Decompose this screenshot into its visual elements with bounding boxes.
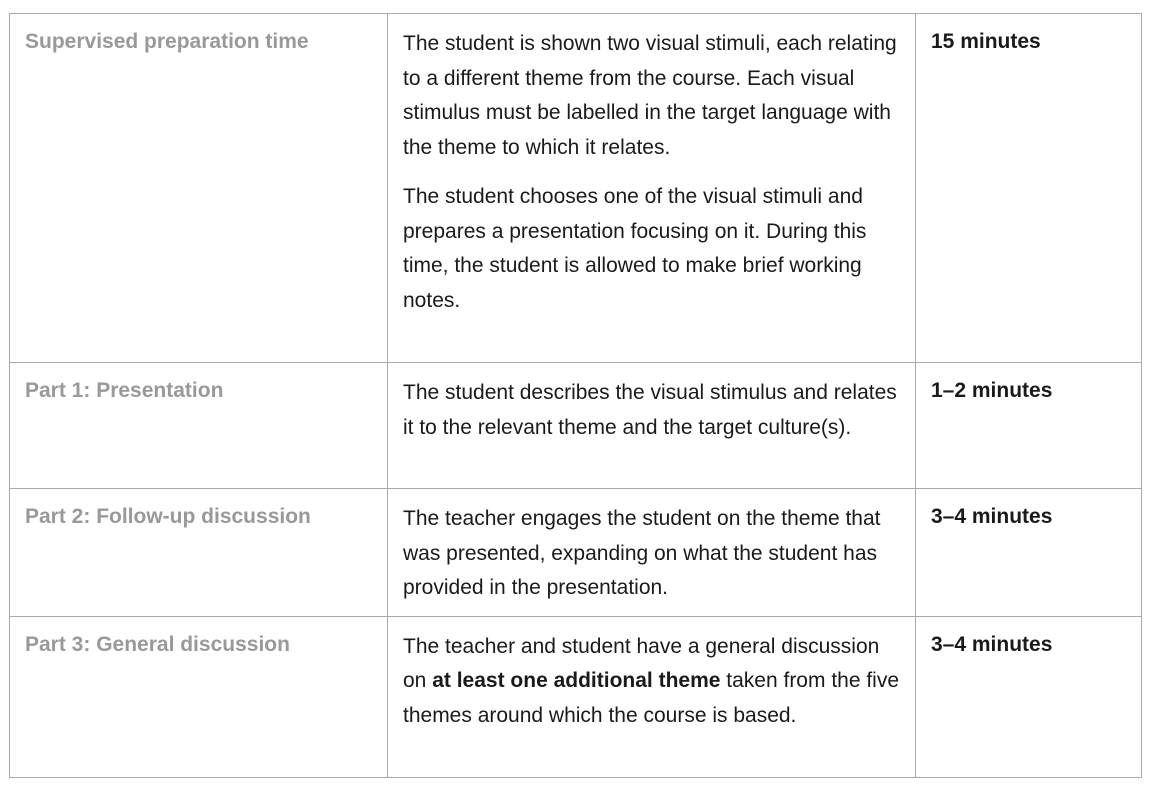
description-paragraph: The student is shown two visual stimuli, each relating to a different theme from the course. Each visual stimulus must be labelled in the target language with the theme to which it relates. [403, 32, 897, 159]
description-paragraph [403, 630, 901, 734]
stage-description [388, 14, 916, 363]
stage-description [388, 363, 916, 489]
stage-duration: 15 minutes [916, 14, 1142, 363]
assessment-structure-table [9, 13, 1142, 778]
description-paragraph: The student chooses one of the visual stimuli and prepares a presentation focusing on it. During this time, the student is allowed to make brief working notes. [403, 185, 867, 312]
table-row-general-discussion [10, 616, 1142, 777]
description-text: taken from the five themes around which the course is based. [403, 669, 900, 727]
table-row-supervised-preparation [10, 14, 1142, 363]
stage-label: Part 2: Follow-up discussion [10, 489, 388, 617]
stage-label: Part 3: General discussion [10, 616, 388, 777]
description-paragraph: The student describes the visual stimulus and relates it to the relevant theme and the target culture(s). [403, 381, 897, 439]
table-row-presentation [10, 363, 1142, 489]
description-emphasis: at least one additional theme [432, 669, 721, 692]
stage-duration: 1–2 minutes [916, 363, 1142, 489]
table-row-follow-up-discussion [10, 489, 1142, 617]
stage-description [388, 489, 916, 617]
stage-description [388, 616, 916, 777]
stage-duration: 3–4 minutes [916, 489, 1142, 617]
stage-label: Part 1: Presentation [10, 363, 388, 489]
description-paragraph: The teacher engages the student on the theme that was presented, expanding on what the student has provided in the presentation. [403, 507, 881, 599]
stage-duration: 3–4 minutes [916, 616, 1142, 777]
stage-label: Supervised preparation time [10, 14, 388, 363]
description-text: The teacher and student have a general discussion on [403, 634, 880, 692]
